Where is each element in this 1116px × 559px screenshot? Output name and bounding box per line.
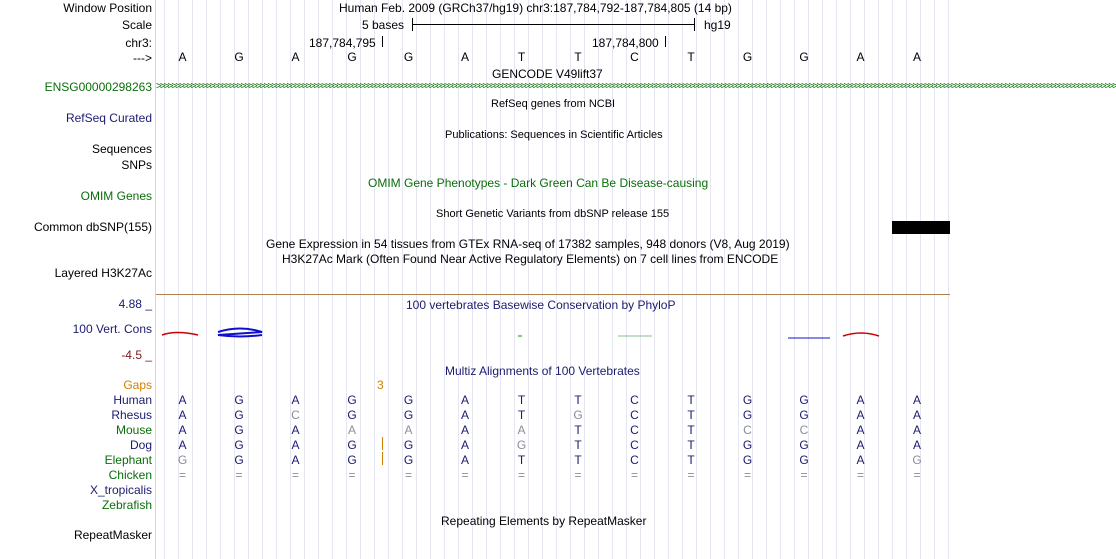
coord-right: 187,784,800: [592, 36, 659, 50]
sequences-label[interactable]: Sequences: [91, 142, 152, 156]
gaps-label[interactable]: Gaps: [123, 378, 152, 392]
alignment-base: A: [912, 393, 921, 407]
alignment-base: =: [687, 468, 695, 482]
gencode-track-title: GENCODE V49lift37: [492, 67, 603, 81]
alignment-base: =: [461, 468, 469, 482]
gap-marker-elephant: [382, 452, 383, 465]
alignment-base: G: [234, 453, 244, 467]
gencode-gene-feature[interactable]: >>>>>>>>>>>>>>>>>>>>>>>>>>>>>>>>>>>>>>>>>>>>>>>>>>>>>>>>>>>>>>>>>>>>>>>>>>>>>>>>>>>>>>>>>>>>>>>>>>>>>>>>>>>>>>>>>>>>>>>>>>>>>>>>>>>>>>>>>>>>>>>>>>>>>>>>>>>>>>>>>>>>>>>>>>>>>>>>>>>>>>>>>>>>>>>>>>>>>>>>>>>>>>>>>>>>>>>>>>>>>>>>>>>>>>>>>>>>>>>>>>>>>>>>>>: [156, 81, 1116, 92]
alignment-base: G: [742, 438, 753, 452]
alignment-base: C: [630, 453, 639, 467]
dna-base: G: [347, 50, 357, 64]
alignment-base: G: [799, 438, 809, 452]
alignment-base: A: [856, 438, 865, 452]
omim-label[interactable]: OMIM Genes: [80, 189, 152, 203]
species-label[interactable]: Human: [113, 393, 152, 407]
refseq-track-title: RefSeq genes from NCBI: [491, 98, 616, 110]
alignment-base: A: [912, 408, 921, 422]
dna-base: T: [517, 50, 526, 64]
window-position-label: Window Position: [63, 1, 152, 15]
alignment-base: A: [517, 423, 526, 437]
gencode-gene-label[interactable]: ENSG00000298263: [44, 80, 152, 94]
dna-base: A: [178, 50, 187, 64]
species-label[interactable]: Rhesus: [111, 408, 152, 422]
alignment-base: G: [742, 408, 753, 422]
alignment-base: A: [291, 393, 300, 407]
dna-base: A: [460, 50, 469, 64]
alignment-base: C: [630, 393, 639, 407]
scale-bar: [412, 24, 694, 25]
alignment-base: G: [234, 438, 244, 452]
alignment-base: =: [913, 468, 921, 482]
multiz-track-title: Multiz Alignments of 100 Vertebrates: [445, 364, 640, 378]
alignment-base: =: [856, 468, 864, 482]
dna-base: G: [403, 50, 414, 64]
alignment-base: T: [517, 393, 526, 407]
coord-mark-right: [665, 36, 666, 47]
alignment-base: C: [799, 423, 809, 437]
refseq-label[interactable]: RefSeq Curated: [65, 111, 152, 125]
repeatmasker-track-title: Repeating Elements by RepeatMasker: [441, 514, 647, 528]
cons-min-label: -4.5 _: [121, 348, 152, 362]
alignment-base: G: [347, 393, 357, 407]
alignment-base: A: [856, 453, 865, 467]
alignment-base: T: [517, 408, 526, 422]
scale-tick-right: [694, 18, 695, 31]
alignment-base: A: [404, 423, 413, 437]
alignment-base: T: [687, 453, 695, 467]
alignment-base: A: [912, 423, 921, 437]
dna-base: G: [742, 50, 753, 64]
species-label[interactable]: Zebrafish: [101, 498, 152, 512]
chrom-label: chr3:: [125, 36, 152, 50]
alignment-base: =: [348, 468, 356, 482]
alignment-base: A: [856, 423, 865, 437]
alignment-base: A: [178, 393, 187, 407]
alignment-base: A: [347, 423, 356, 437]
species-label[interactable]: Mouse: [115, 423, 152, 437]
alignment-base: T: [687, 393, 695, 407]
alignment-base: C: [743, 423, 752, 437]
alignment-base: G: [234, 393, 244, 407]
alignment-base: A: [291, 453, 300, 467]
alignment-base: C: [630, 438, 639, 452]
alignment-base: T: [574, 393, 582, 407]
alignment-base: A: [291, 423, 300, 437]
h3k27ac-track-title: H3K27Ac Mark (Often Found Near Active Regulatory Elements) on 7 cell lines from ENCODE: [282, 252, 779, 266]
alignment-base: A: [291, 438, 300, 452]
alignment-base: T: [517, 453, 526, 467]
alignment-base: =: [630, 468, 638, 482]
dbsnp-variant-feature[interactable]: [892, 221, 950, 234]
dna-base: A: [291, 50, 300, 64]
alignment-base: G: [234, 408, 244, 422]
alignment-base: T: [687, 438, 695, 452]
dna-base: G: [799, 50, 809, 64]
alignment-base: G: [177, 453, 188, 467]
coord-left: 187,784,795: [309, 36, 376, 50]
species-label[interactable]: Dog: [129, 438, 152, 452]
cons-track-label[interactable]: 100 Vert. Cons: [72, 322, 152, 336]
species-label[interactable]: Chicken: [108, 468, 152, 482]
alignment-base: =: [291, 468, 299, 482]
alignment-base: A: [460, 408, 469, 422]
alignment-base: =: [235, 468, 243, 482]
data-area[interactable]: [156, 0, 1116, 559]
alignment-base: G: [347, 408, 357, 422]
alignment-base: A: [178, 423, 187, 437]
alignment-base: =: [574, 468, 582, 482]
alignment-base: A: [178, 438, 187, 452]
alignment-base: A: [178, 408, 187, 422]
alignment-base: =: [404, 468, 412, 482]
coord-mark-left: [382, 36, 383, 47]
alignment-base: =: [800, 468, 808, 482]
species-label[interactable]: Elephant: [104, 453, 152, 467]
publications-track-title: Publications: Sequences in Scientific Articles: [445, 129, 663, 141]
alignment-base: G: [347, 453, 357, 467]
alignment-base: G: [516, 438, 527, 452]
alignment-base: =: [517, 468, 525, 482]
layered-h3k27ac-label[interactable]: Layered H3K27Ac: [54, 266, 152, 280]
alignment-base: A: [460, 393, 469, 407]
alignment-base: G: [799, 408, 809, 422]
cons-max-label: 4.88 _: [118, 297, 152, 311]
phylop-track-title: 100 vertebrates Basewise Conservation by PhyloP: [406, 298, 676, 312]
alignment-base: C: [291, 408, 300, 422]
strand-arrow-label: --->: [133, 51, 152, 65]
alignment-base: A: [912, 438, 921, 452]
alignment-base: G: [799, 453, 809, 467]
common-dbsnp-label[interactable]: Common dbSNP(155): [33, 220, 152, 234]
h3k27ac-signal-line: [156, 294, 950, 295]
alignment-base: G: [403, 408, 414, 422]
alignment-base: G: [742, 393, 753, 407]
alignment-base: G: [799, 393, 809, 407]
gap-marker-dog: [382, 437, 383, 450]
alignment-base: G: [234, 423, 244, 437]
dna-base: T: [574, 50, 582, 64]
alignment-base: T: [574, 438, 582, 452]
dna-base: G: [234, 50, 244, 64]
gtex-track-title: Gene Expression in 54 tissues from GTEx RNA-seq of 17382 samples, 948 donors (V8, Aug 2019): [266, 237, 790, 251]
alignment-base: C: [630, 423, 639, 437]
alignment-base: A: [460, 438, 469, 452]
alignment-base: A: [460, 453, 469, 467]
alignment-base: T: [574, 453, 582, 467]
alignment-base: =: [743, 468, 751, 482]
alignment-base: T: [574, 423, 582, 437]
alignment-base: T: [687, 408, 695, 422]
alignment-base: G: [403, 453, 414, 467]
alignment-base: G: [403, 393, 414, 407]
alignment-base: A: [856, 408, 865, 422]
alignment-base: A: [460, 423, 469, 437]
alignment-base: A: [856, 393, 865, 407]
dna-base: T: [687, 50, 695, 64]
alignment-base: C: [630, 408, 639, 422]
gaps-value: 3: [377, 378, 384, 392]
alignment-base: T: [687, 423, 695, 437]
dna-base: C: [630, 50, 639, 64]
dna-base: A: [912, 50, 921, 64]
omim-track-title: OMIM Gene Phenotypes - Dark Green Can Be Disease-causing: [368, 176, 709, 190]
species-label[interactable]: X_tropicalis: [89, 483, 152, 497]
assembly-text: hg19: [704, 18, 731, 32]
alignment-base: G: [347, 438, 357, 452]
alignment-base: G: [573, 408, 583, 422]
alignment-base: =: [178, 468, 186, 482]
repeatmasker-label[interactable]: RepeatMasker: [73, 528, 152, 542]
scale-label: Scale: [121, 18, 152, 32]
alignment-base: G: [742, 453, 753, 467]
snps-label[interactable]: SNPs: [121, 158, 152, 172]
scale-text: 5 bases: [362, 18, 405, 32]
scale-tick-left: [412, 18, 413, 31]
window-position-text: Human Feb. 2009 (GRCh37/hg19) chr3:187,784,792-187,784,805 (14 bp): [339, 1, 732, 15]
dbsnp-track-title: Short Genetic Variants from dbSNP release 155: [436, 208, 670, 220]
alignment-base: G: [912, 453, 922, 467]
alignment-base: G: [403, 438, 414, 452]
dna-base: A: [856, 50, 865, 64]
phylop-plot[interactable]: [156, 320, 950, 345]
